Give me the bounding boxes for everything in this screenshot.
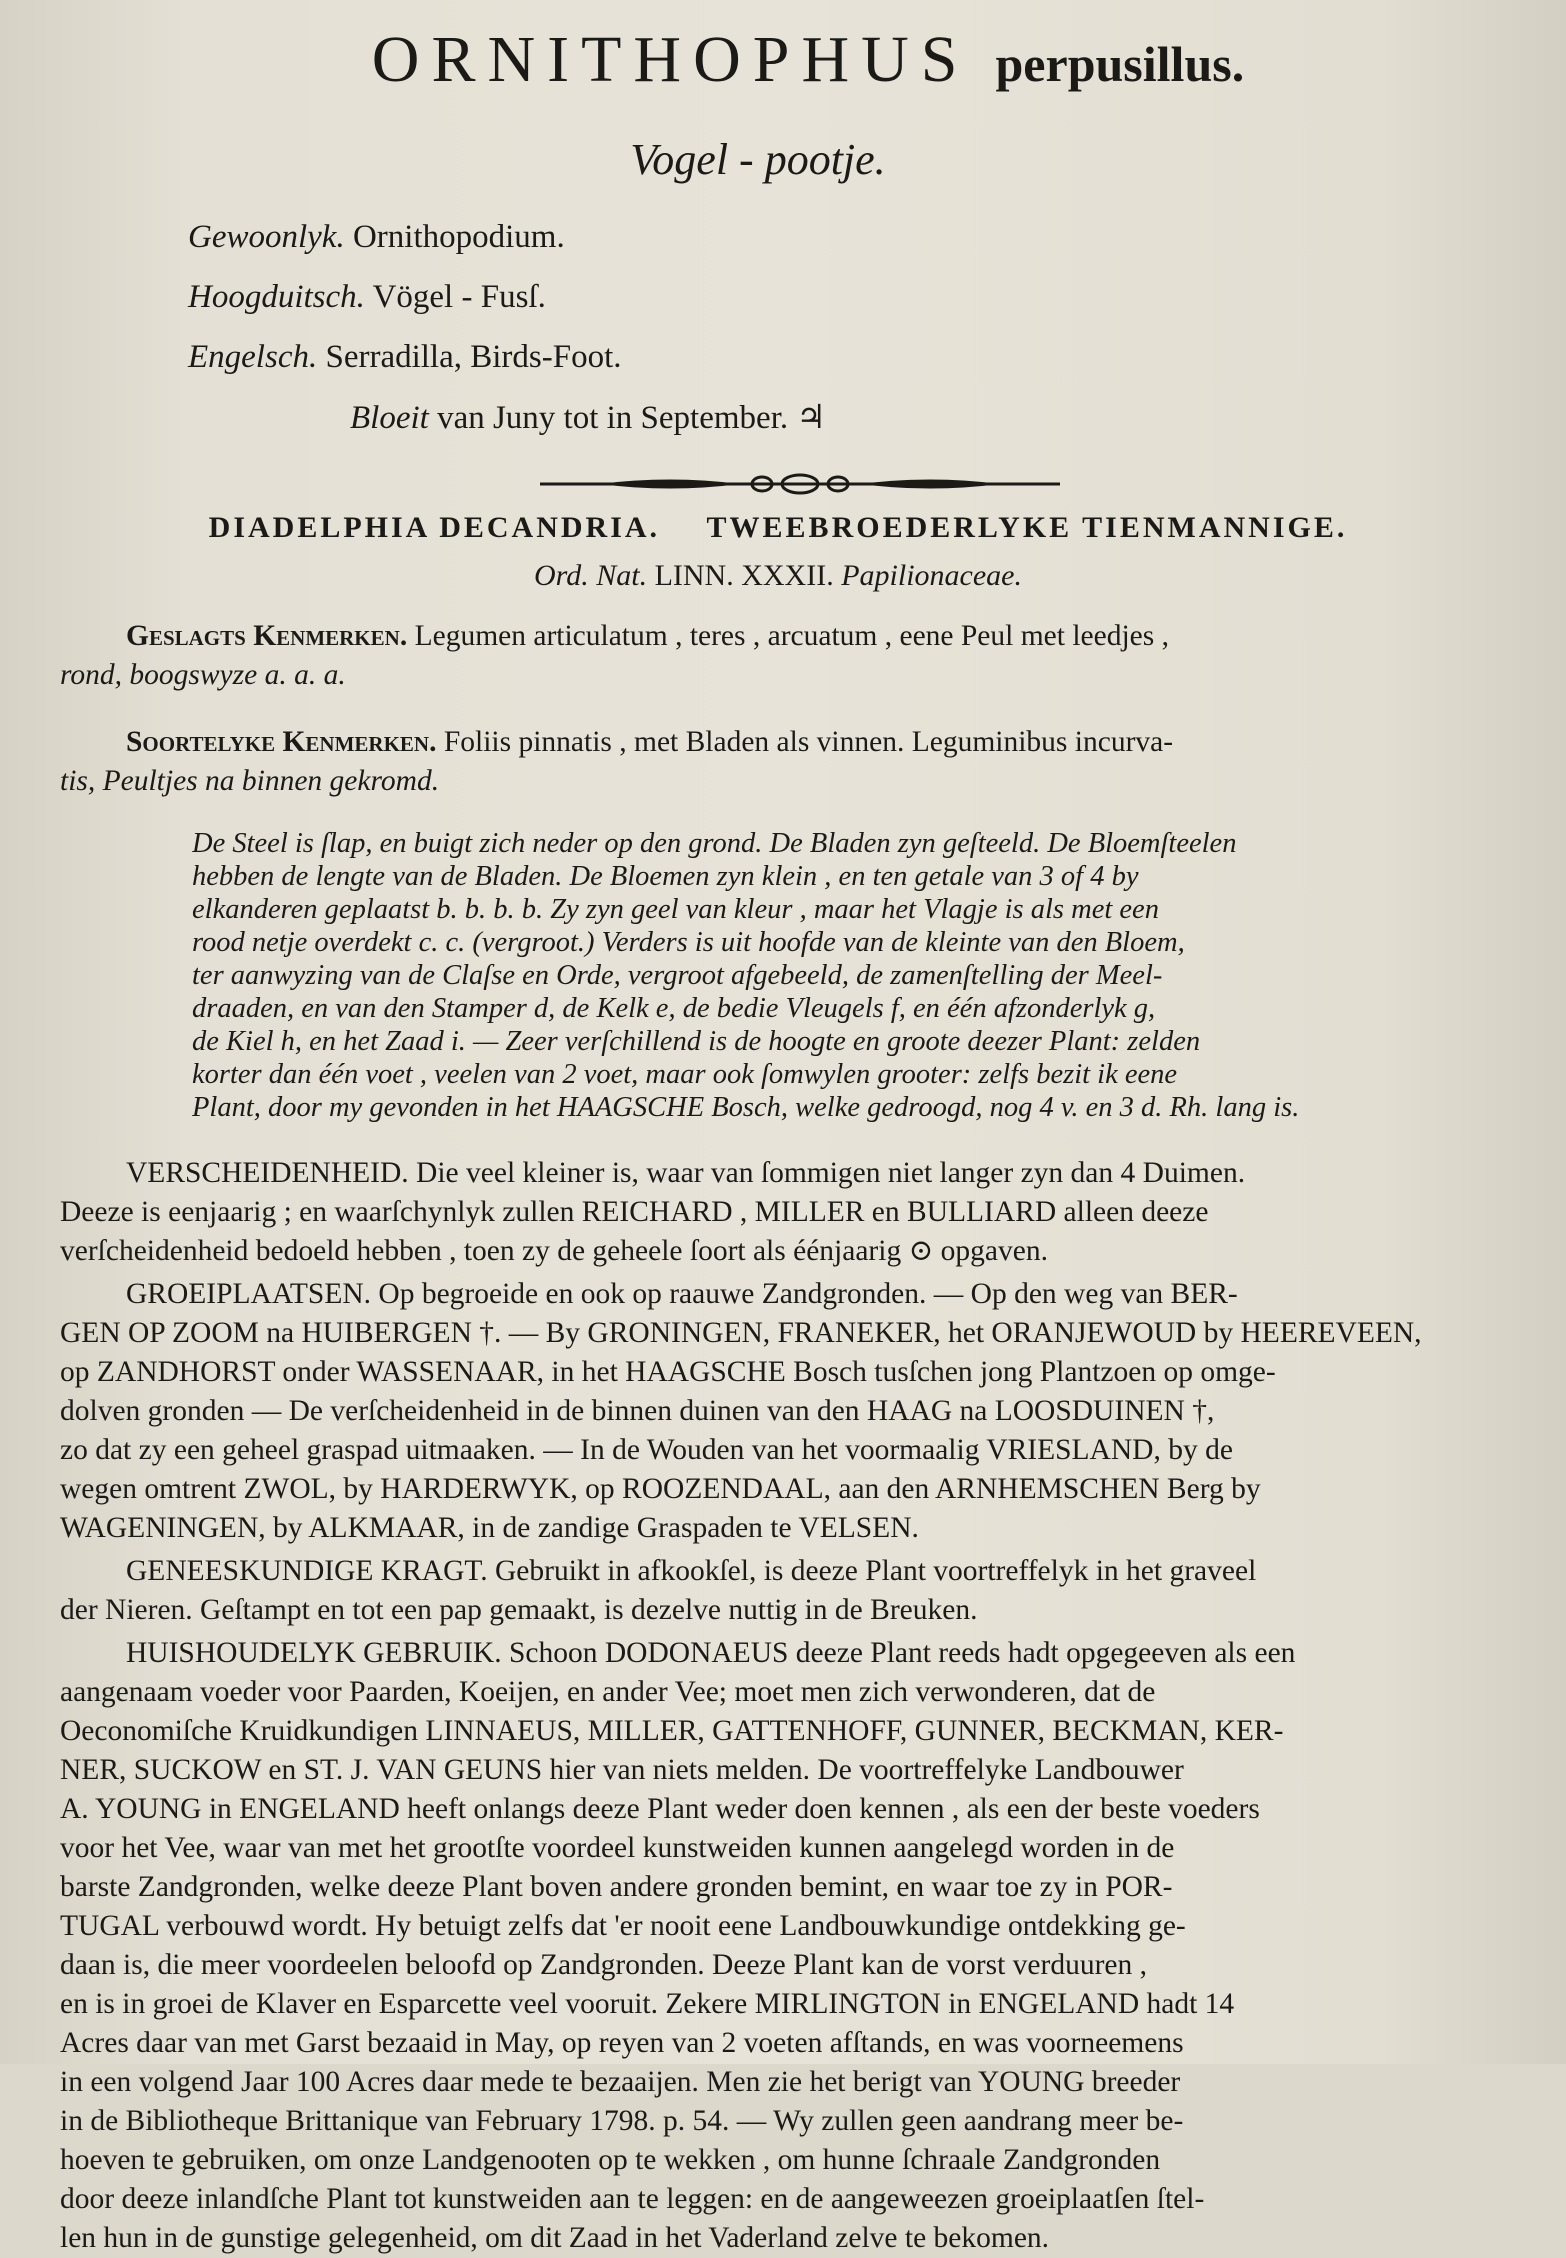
name-line-common	[188, 207, 1496, 267]
text-run: Foliis pinnatis , met Bladen als vinnen. Leguminibus incurva-	[443, 726, 1174, 758]
description-line: ter aanwyzing van de Claſse en Orde, vergroot afgebeeld, de zamenſtelling der Meel-	[192, 960, 1163, 991]
description-line: De Steel is ſlap, en buigt zich neder op den grond. De Bladen zyn geſteeld. De Bloemſteelen	[192, 828, 1237, 859]
common-names	[188, 207, 1496, 387]
text-line: op ZANDHORST onder WASSENAAR, in het HAAGSCHE Bosch tusſchen jong Plantzoen op omge-	[60, 1356, 1276, 1388]
description-line: korter dan één voet , veelen van 2 voet, maar ook ſomwylen grooter: zelfs bezit ik eene	[192, 1059, 1178, 1090]
text-line: WAGENINGEN, by ALKMAAR, in de zandige Graspaden te VELSEN.	[60, 1512, 919, 1544]
name-value: Serradilla, Birds-Foot.	[325, 339, 622, 375]
text-line: barste Zandgronden, welke deeze Plant boven andere gronden bemint, en waar toe zy in POR-	[60, 1871, 1173, 1903]
linnaean-classification	[60, 511, 1496, 545]
text-line: HUISHOUDELYK GEBRUIK. Schoon DODONAEUS deeze Plant reeds hadt opgegeeven als een	[126, 1637, 1296, 1669]
name-line-german	[188, 267, 1496, 327]
text-line: wegen omtrent ZWOL, by HARDERWYK, op ROOZENDAAL, aan den ARNHEMSCHEN Berg by	[60, 1473, 1261, 1505]
text-line: hoeven te gebruiken, om onze Landgenooten op te wekken , om hunne ſchraale Zandgronden	[60, 2144, 1161, 2176]
order-linn: LINN. XXXII.	[654, 559, 834, 592]
vernacular-subtitle: Vogel - pootje.	[630, 135, 886, 184]
classification-dutch: TWEEBROEDERLYKE TIENMANNIGE.	[706, 511, 1348, 544]
section-heading: Geslagts Kenmerken.	[126, 620, 408, 652]
section-groeiplaatsen	[60, 1275, 1496, 1548]
text-line: in de Bibliotheque Brittanique van February 1798. p. 54. — Wy zullen geen aandrang meer be-	[60, 2105, 1184, 2137]
bloom-lead: Bloeit	[350, 400, 429, 436]
text-line: tis, Peultjes na binnen gekromd.	[60, 765, 440, 797]
text-line	[60, 723, 1496, 762]
plant-description	[192, 827, 1496, 1124]
text-line: zo dat zy een geheel graspad uitmaaken. — In de Wouden van het voormaalig VRIESLAND, by de	[60, 1434, 1233, 1466]
description-line: elkanderen geplaatst b. b. b. b. Zy zyn geel van kleur , maar het Vlagje is als met een	[192, 894, 1159, 925]
text-line: A. YOUNG in ENGELAND heeft onlangs deeze Plant weder doen kennen , als een der beste voeders	[60, 1793, 1260, 1825]
text-run: Legumen articulatum , teres , arcuatum , eene Peul met leedjes ,	[414, 620, 1169, 652]
description-line: Plant, door my gevonden in het HAAGSCHE Bosch, welke gedroogd, nog 4 v. en 3 d. Rh. lang is.	[192, 1092, 1300, 1123]
description-line: rood netje overdekt c. c. (vergroot.) Verders is uit hoofde van de kleinte van den Bloem,	[192, 927, 1185, 958]
text-line: NER, SUCKOW en ST. J. VAN GEUNS hier van niets melden. De voortreffelyke Landbouwer	[60, 1754, 1184, 1786]
section-heading: Soortelyke Kenmerken.	[126, 726, 437, 758]
text-line: Deeze is eenjaarig ; en waarſchynlyk zullen REICHARD , MILLER en BULLIARD alleen deeze	[60, 1196, 1209, 1228]
text-line: voor het Vee, waar van met het grootſte voordeel kunstweiden kunnen aangelegd worden in de	[60, 1832, 1175, 1864]
page-title	[120, 22, 1496, 114]
name-lang: Gewoonlyk.	[188, 219, 345, 255]
text-line: Acres daar van met Garst bezaaid in May, op reyen van 2 voeten afſtands, en was voorneemens	[60, 2027, 1184, 2059]
text-line: der Nieren. Geſtampt en tot een pap gemaakt, is dezelve nuttig in de Breuken.	[60, 1594, 978, 1626]
name-value: Ornithopodium.	[352, 219, 565, 255]
text-line: Oeconomiſche Kruidkundigen LINNAEUS, MILLER, GATTENHOFF, GUNNER, BECKMAN, KER-	[60, 1715, 1284, 1747]
title-genus: ORNITHOPHUS	[371, 23, 970, 96]
bloom-text: van Juny tot in September. ♃	[437, 400, 826, 436]
text-line: GROEIPLAATSEN. Op begroeide en ook op raauwe Zandgronden. — Op den weg van BER-	[126, 1278, 1238, 1310]
name-value: Vögel - Fusſ.	[372, 279, 546, 315]
text-line: TUGAL verbouwd wordt. Hy betuigt zelfs dat 'er nooit eene Landbouwkundige ontdekking ge-	[60, 1910, 1186, 1942]
text-line: en is in groei de Klaver en Esparcette veel vooruit. Zekere MIRLINGTON in ENGELAND hadt 14	[60, 1988, 1235, 2020]
text-line: GEN OP ZOOM na HUIBERGEN †. — By GRONINGEN, FRANEKER, het ORANJEWOUD by HEEREVEEN,	[60, 1317, 1422, 1349]
text-line: aangenaam voeder voor Paarden, Koeijen, en ander Vee; moet men zich verwonderen, dat de	[60, 1676, 1156, 1708]
description-line: de Kiel h, en het Zaad i. — Zeer verſchillend is de hoogte en groote deezer Plant: zelden	[192, 1026, 1201, 1057]
text-line: door deeze inlandſche Plant tot kunstweiden aan te leggen: en de aangeweezen groeiplaatſen ſtel-	[60, 2183, 1205, 2215]
species-characters	[60, 723, 1496, 801]
description-line: hebben de lengte van de Bladen. De Bloemen zyn klein , en ten getale van 3 of 4 by	[192, 861, 1139, 892]
name-line-english	[188, 327, 1496, 387]
natural-order	[60, 559, 1496, 593]
bloom-period	[350, 387, 1496, 449]
text-line: len hun in de gunstige gelegenheid, om dit Zaad in het Vaderland zelve te bekomen.	[60, 2222, 1050, 2254]
order-family: Papilionaceae.	[841, 559, 1022, 592]
text-line: verſcheidenheid bedoeld hebben , toen zy de geheele ſoort als éénjaarig ⊙ opgaven.	[60, 1235, 1048, 1267]
genus-characters	[60, 617, 1496, 695]
text-line	[60, 617, 1496, 656]
name-lang: Hoogduitsch.	[188, 279, 365, 315]
section-geneeskundige	[60, 1552, 1496, 1630]
text-line: in een volgend Jaar 100 Acres daar mede te bezaaijen. Men zie het berigt van YOUNG breeder	[60, 2066, 1181, 2098]
name-lang: Engelsch.	[188, 339, 318, 375]
section-huishoudelyk	[60, 1634, 1496, 2258]
text-line: dolven gronden — De verſcheidenheid in de binnen duinen van den HAAG na LOOSDUINEN †,	[60, 1395, 1215, 1427]
order-prefix: Ord. Nat.	[534, 559, 648, 592]
title-species: perpusillus.	[995, 36, 1245, 92]
text-line: rond, boogswyze a. a. a.	[60, 659, 346, 691]
ornamental-divider	[540, 471, 1060, 497]
description-line: draaden, en van den Stamper d, de Kelk e, de bedie Vleugels f, en één afzonderlyk g,	[192, 993, 1156, 1024]
text-line: GENEESKUNDIGE KRAGT. Gebruikt in afkookſel, is deeze Plant voortreffelyk in het graveel	[126, 1555, 1257, 1587]
text-line: VERSCHEIDENHEID. Die veel kleiner is, waar van ſommigen niet langer zyn dan 4 Duimen.	[126, 1157, 1246, 1189]
text-line: daan is, die meer voordeelen beloofd op Zandgronden. Deeze Plant kan de vorst verduuren ,	[60, 1949, 1148, 1981]
section-verscheidenheid	[60, 1154, 1496, 1271]
classification-latin: DIADELPHIA DECANDRIA.	[208, 511, 661, 544]
